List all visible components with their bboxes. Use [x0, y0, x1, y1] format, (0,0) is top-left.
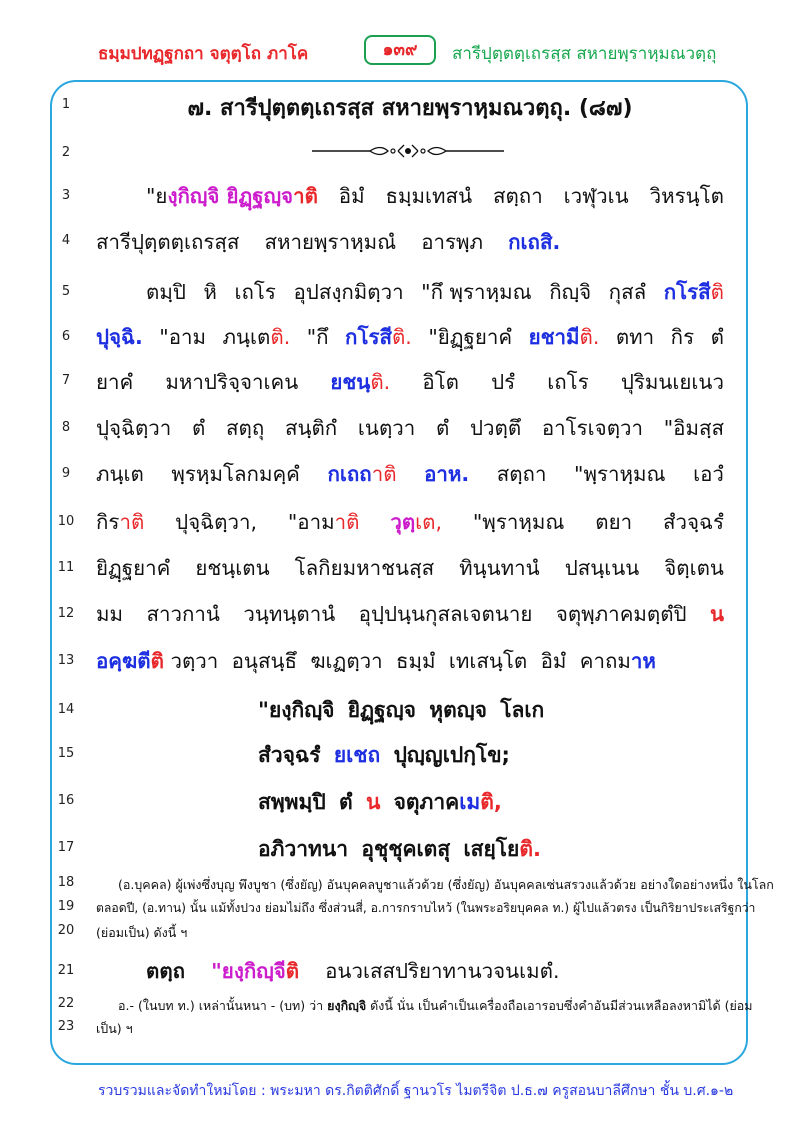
verb-highlight: ยชนฺ	[330, 370, 371, 394]
text-segment: ธมฺมเทสนํ	[385, 184, 473, 208]
text-segment: "พฺราหฺมณ	[472, 510, 565, 534]
verse-line-1: "ยงฺกิญฺจิ ยิฏฺฐญฺจ หุตญฺจ โลเก	[258, 698, 545, 722]
text-segment: สหายพฺราหฺมณํ	[264, 230, 397, 254]
iti-marker: ติ	[710, 280, 724, 304]
footer-credit: รวบรวมและจัดทำใหม่โดย : พระมหา ดร.กิตติศักดิ์ ฐานวโร ไมตรีจิต ป.ธ.๗ ครูสอนบาลีศึกษา ชั้น บ.ศ.๑-๒	[98, 1083, 734, 1099]
line-number: 3	[61, 188, 71, 203]
line-number: 23	[57, 1019, 75, 1034]
text-segment: เถโร	[234, 280, 276, 304]
text-segment: เอวํ	[693, 462, 724, 486]
verb-highlight: เม	[459, 790, 481, 814]
body-line-21	[146, 955, 724, 988]
text-segment: วตฺวา	[170, 649, 219, 673]
negation-highlight: น	[709, 602, 724, 626]
text-segment: "อิมสฺส	[663, 416, 724, 440]
text-segment: สนฺติกํ	[284, 416, 338, 440]
text-segment: ภนฺเต	[96, 462, 144, 486]
iti-marker: ติ.	[270, 325, 291, 349]
text-segment: "อาม	[159, 325, 207, 349]
body-line-7	[96, 366, 724, 399]
body-line-4	[96, 226, 724, 259]
text-segment: จตุพฺภาคมตฺตํปิ	[555, 602, 687, 626]
line-number: 5	[61, 284, 71, 299]
text-segment: สตฺถุ	[226, 416, 265, 440]
text-segment: จิตฺเตน	[664, 556, 724, 580]
line-number: 22	[57, 996, 75, 1011]
term-highlight: "ยงฺกิญฺจี	[211, 959, 286, 983]
iti-marker: ติ.	[519, 837, 541, 861]
text-segment: ปุจฺฉิตฺวา,	[175, 510, 257, 534]
line-number: 14	[57, 702, 75, 717]
iti-marker: ติ	[285, 959, 300, 983]
line-number: 9	[61, 466, 71, 481]
text-segment: ยาคํ	[96, 370, 134, 394]
divider-ornament-icon	[312, 142, 504, 160]
text-segment: "ยิฏฺฐยาคํ	[428, 325, 513, 349]
verb-highlight: กเถสิ.	[508, 230, 561, 254]
line-number: 6	[61, 329, 71, 344]
text-segment: พฺรหฺมโลกมคฺคํ	[171, 462, 300, 486]
text-segment: ตํ	[710, 325, 724, 349]
body-line-3	[146, 180, 724, 213]
text-segment: กิญฺจิ	[549, 280, 592, 304]
text-segment: หิ	[203, 280, 217, 304]
text-segment: สตฺถา	[496, 462, 547, 486]
text-segment: อุปสงฺกมิตฺวา	[293, 280, 404, 304]
text-segment: มหาปริจฺจาเคน	[165, 370, 299, 394]
text-segment: ปุริมนเยเนว	[620, 370, 724, 394]
text-segment: อิมํ	[540, 649, 567, 673]
line-number: 2	[61, 145, 71, 160]
line-number: 1	[61, 97, 71, 112]
text-segment: ปสนฺเนน	[564, 556, 640, 580]
line-number: 15	[57, 746, 75, 761]
term-highlight: งฺกิญฺจิ ยิฏฺฐญฺจ	[167, 184, 294, 208]
text-segment: กิร	[96, 510, 120, 534]
text-segment: ตทา	[615, 325, 655, 349]
iti-marker: าติ	[334, 510, 360, 534]
iti-marker: ติ	[150, 649, 164, 673]
verse-segment: ปุญฺญเปกฺโข;	[393, 743, 510, 767]
text-segment: อิมํ	[338, 184, 365, 208]
verb-highlight: กเถถ	[327, 462, 372, 486]
verb-highlight: ยชามี	[528, 325, 580, 349]
verb-highlight: กโรสี	[663, 280, 711, 304]
text-segment: อารพฺภ	[421, 230, 484, 254]
line-number: 21	[57, 963, 75, 978]
text-segment: เทเสนฺโต	[448, 649, 528, 673]
text-segment: สตฺถา	[492, 184, 543, 208]
text-segment: ตํ	[192, 416, 206, 440]
translation-line: เป็น) ฯ	[96, 1021, 133, 1036]
text-segment: ยชนฺเตน	[195, 556, 270, 580]
text-segment: วนฺทนฺตานํ	[243, 602, 336, 626]
iti-marker: าติ	[119, 510, 145, 534]
body-line-11	[96, 552, 724, 585]
line-number: 18	[57, 875, 75, 890]
verse-segment: สํวจฺฉรํ	[258, 743, 321, 767]
text-segment: สาวกานํ	[146, 602, 220, 626]
text-segment: มม	[96, 602, 124, 626]
iti-marker: ติ.	[391, 325, 412, 349]
text-segment: ปุจฺฉิตฺวา	[96, 416, 172, 440]
body-line-10	[96, 506, 724, 539]
text-segment: ยิฏฺฐยาคํ	[96, 556, 171, 580]
line-number: 12	[57, 606, 75, 621]
body-line-6	[96, 321, 724, 354]
line-number: 16	[57, 793, 75, 808]
page-number-badge: ๑๓๙	[364, 35, 436, 65]
iti-marker: าติ	[371, 462, 397, 486]
line-number: 7	[61, 373, 71, 388]
text-segment: ตตฺถ	[146, 959, 186, 983]
text-segment: คาถม	[579, 649, 631, 673]
verse-segment: สพฺพมฺปิ ตํ	[258, 790, 353, 814]
translation-line	[96, 996, 753, 1016]
text-segment: สารีปุตฺตตฺเถรสฺส	[96, 230, 240, 254]
text-segment: ปรํ	[491, 370, 516, 394]
translation-line: ตลอดปี, (อ.ทาน) นั้น แม้ทั้งปวง ย่อมไม่ถึง ซึ่งส่วนสี่, อ.การกราบไหว้ (ในพระอริยบุคคล ท.) ผู้ไปแล้วตรง เป็นกิริยาประเสริฐกว่า	[96, 901, 756, 915]
verb-highlight: อาห.	[424, 462, 470, 486]
text-segment: อิโต	[422, 370, 459, 394]
term-ending: าติ	[293, 184, 318, 208]
text-segment: ตํ	[435, 416, 450, 440]
text-segment: กิร	[670, 325, 695, 349]
line-number: 8	[61, 420, 71, 435]
text-segment: เนตฺวา	[357, 416, 416, 440]
line-number: 17	[57, 840, 75, 855]
body-line-9	[96, 458, 724, 491]
verse-segment: อภิวาทนา อุชุชุคเตสุ เสยฺโย	[258, 837, 520, 861]
verb-highlight: ปุจฺฉิ.	[96, 325, 143, 349]
line-number: 20	[57, 923, 75, 938]
chapter-title: ๗. สารีปุตฺตตฺเถรสฺส สหายพฺราหฺมณวตฺถุ. (๘๗)	[187, 96, 633, 121]
text-segment: อนวเสสปริยาทานวจนเมตํ.	[325, 959, 560, 983]
text-segment: ตยา	[595, 510, 633, 534]
text-segment: ทินฺนทานํ	[459, 556, 540, 580]
verse-segment: จตุภาค	[393, 790, 460, 814]
iti-marker: ติ,	[480, 790, 502, 814]
text-segment: เวฬุวเน	[563, 184, 629, 208]
text-segment: ตมฺปิ	[146, 280, 186, 304]
negation-highlight: น	[365, 790, 381, 814]
line-number: 10	[57, 514, 75, 529]
body-line-12	[96, 598, 724, 631]
verb-highlight: อคฺฆ	[96, 649, 138, 673]
text-segment: "กึ พฺราหฺมณ	[421, 280, 532, 304]
verb-highlight: ยเชถ	[333, 743, 381, 767]
text-segment: สํวจฺฉรํ	[662, 510, 724, 534]
line-number: 13	[57, 653, 75, 668]
line-number: 19	[57, 899, 75, 914]
text-segment: ปวตฺตึ	[469, 416, 522, 440]
verse-line-2	[258, 739, 658, 772]
text-segment: เถโร	[547, 370, 589, 394]
text-segment: "อาม	[287, 510, 335, 534]
verb-highlight: าห	[630, 649, 656, 673]
text-segment: "ย	[146, 184, 168, 208]
text-segment: ฆเฏตฺวา	[310, 649, 383, 673]
text-segment: อุปฺปนฺนกุสลเจตนาย	[358, 602, 533, 626]
text-segment: อนุสนฺธึ	[231, 649, 297, 673]
text-segment: วิหรนฺโต	[649, 184, 724, 208]
translation-line: (อ.บุคคล) ผู้เพ่งซึ่งบุญ พึงบูชา (ซึ่งยัญ) อันบุคคลบูชาแล้วด้วย (ซึ่งยัญ) อันบุคคลเซ่นสรวงแล้วด้วย อย่างใดอย่างหนึ่ง ในโลก	[118, 877, 774, 892]
body-line-5	[146, 276, 724, 309]
verse-line-3	[258, 786, 658, 819]
line-number: 4	[61, 233, 71, 248]
text-segment: ภนฺเต	[222, 325, 271, 349]
iti-marker: ติ.	[579, 325, 600, 349]
translation-line: (ย่อมเป็น) ดังนี้ ฯ	[96, 925, 188, 940]
text-segment: โลกิยมหาชนสฺส	[294, 556, 435, 580]
term-ending: เต,	[415, 510, 442, 534]
text-segment: ธมฺมํ	[395, 649, 436, 673]
verb-highlight: กโรสี	[345, 325, 392, 349]
body-line-8	[96, 412, 724, 445]
text-segment: "กึ	[306, 325, 329, 349]
iti-marker: ติ.	[370, 370, 391, 394]
header-book-title: ธมฺมปทฏฺฐกถา จตุตฺโถ ภาโค	[98, 44, 309, 64]
text-segment: ดังนี้ นั่น เป็นคำเป็นเครื่องถือเอารอบซึ่งคำอันมีส่วนเหลือลงหามิได้ (ย่อม	[370, 998, 753, 1013]
verse-line-4	[258, 833, 658, 866]
text-segment: "พฺราหฺมณ	[574, 462, 666, 486]
term-highlight: ยงฺกิญฺจิ	[327, 998, 367, 1013]
term-highlight: วุตฺ	[390, 510, 416, 534]
verb-highlight: ตี	[137, 649, 151, 673]
body-line-13	[96, 645, 656, 678]
text-segment: กุสลํ	[608, 280, 647, 304]
text-segment: อาโรเจตฺวา	[541, 416, 644, 440]
header-story-title: สารีปุตฺตตฺเถรสฺส สหายพฺราหฺมณวตฺถุ	[452, 44, 717, 64]
line-number: 11	[57, 560, 75, 575]
text-segment: อ.- (ในบท ท.) เหล่านั้นหนา - (บท) ว่า	[118, 998, 324, 1013]
